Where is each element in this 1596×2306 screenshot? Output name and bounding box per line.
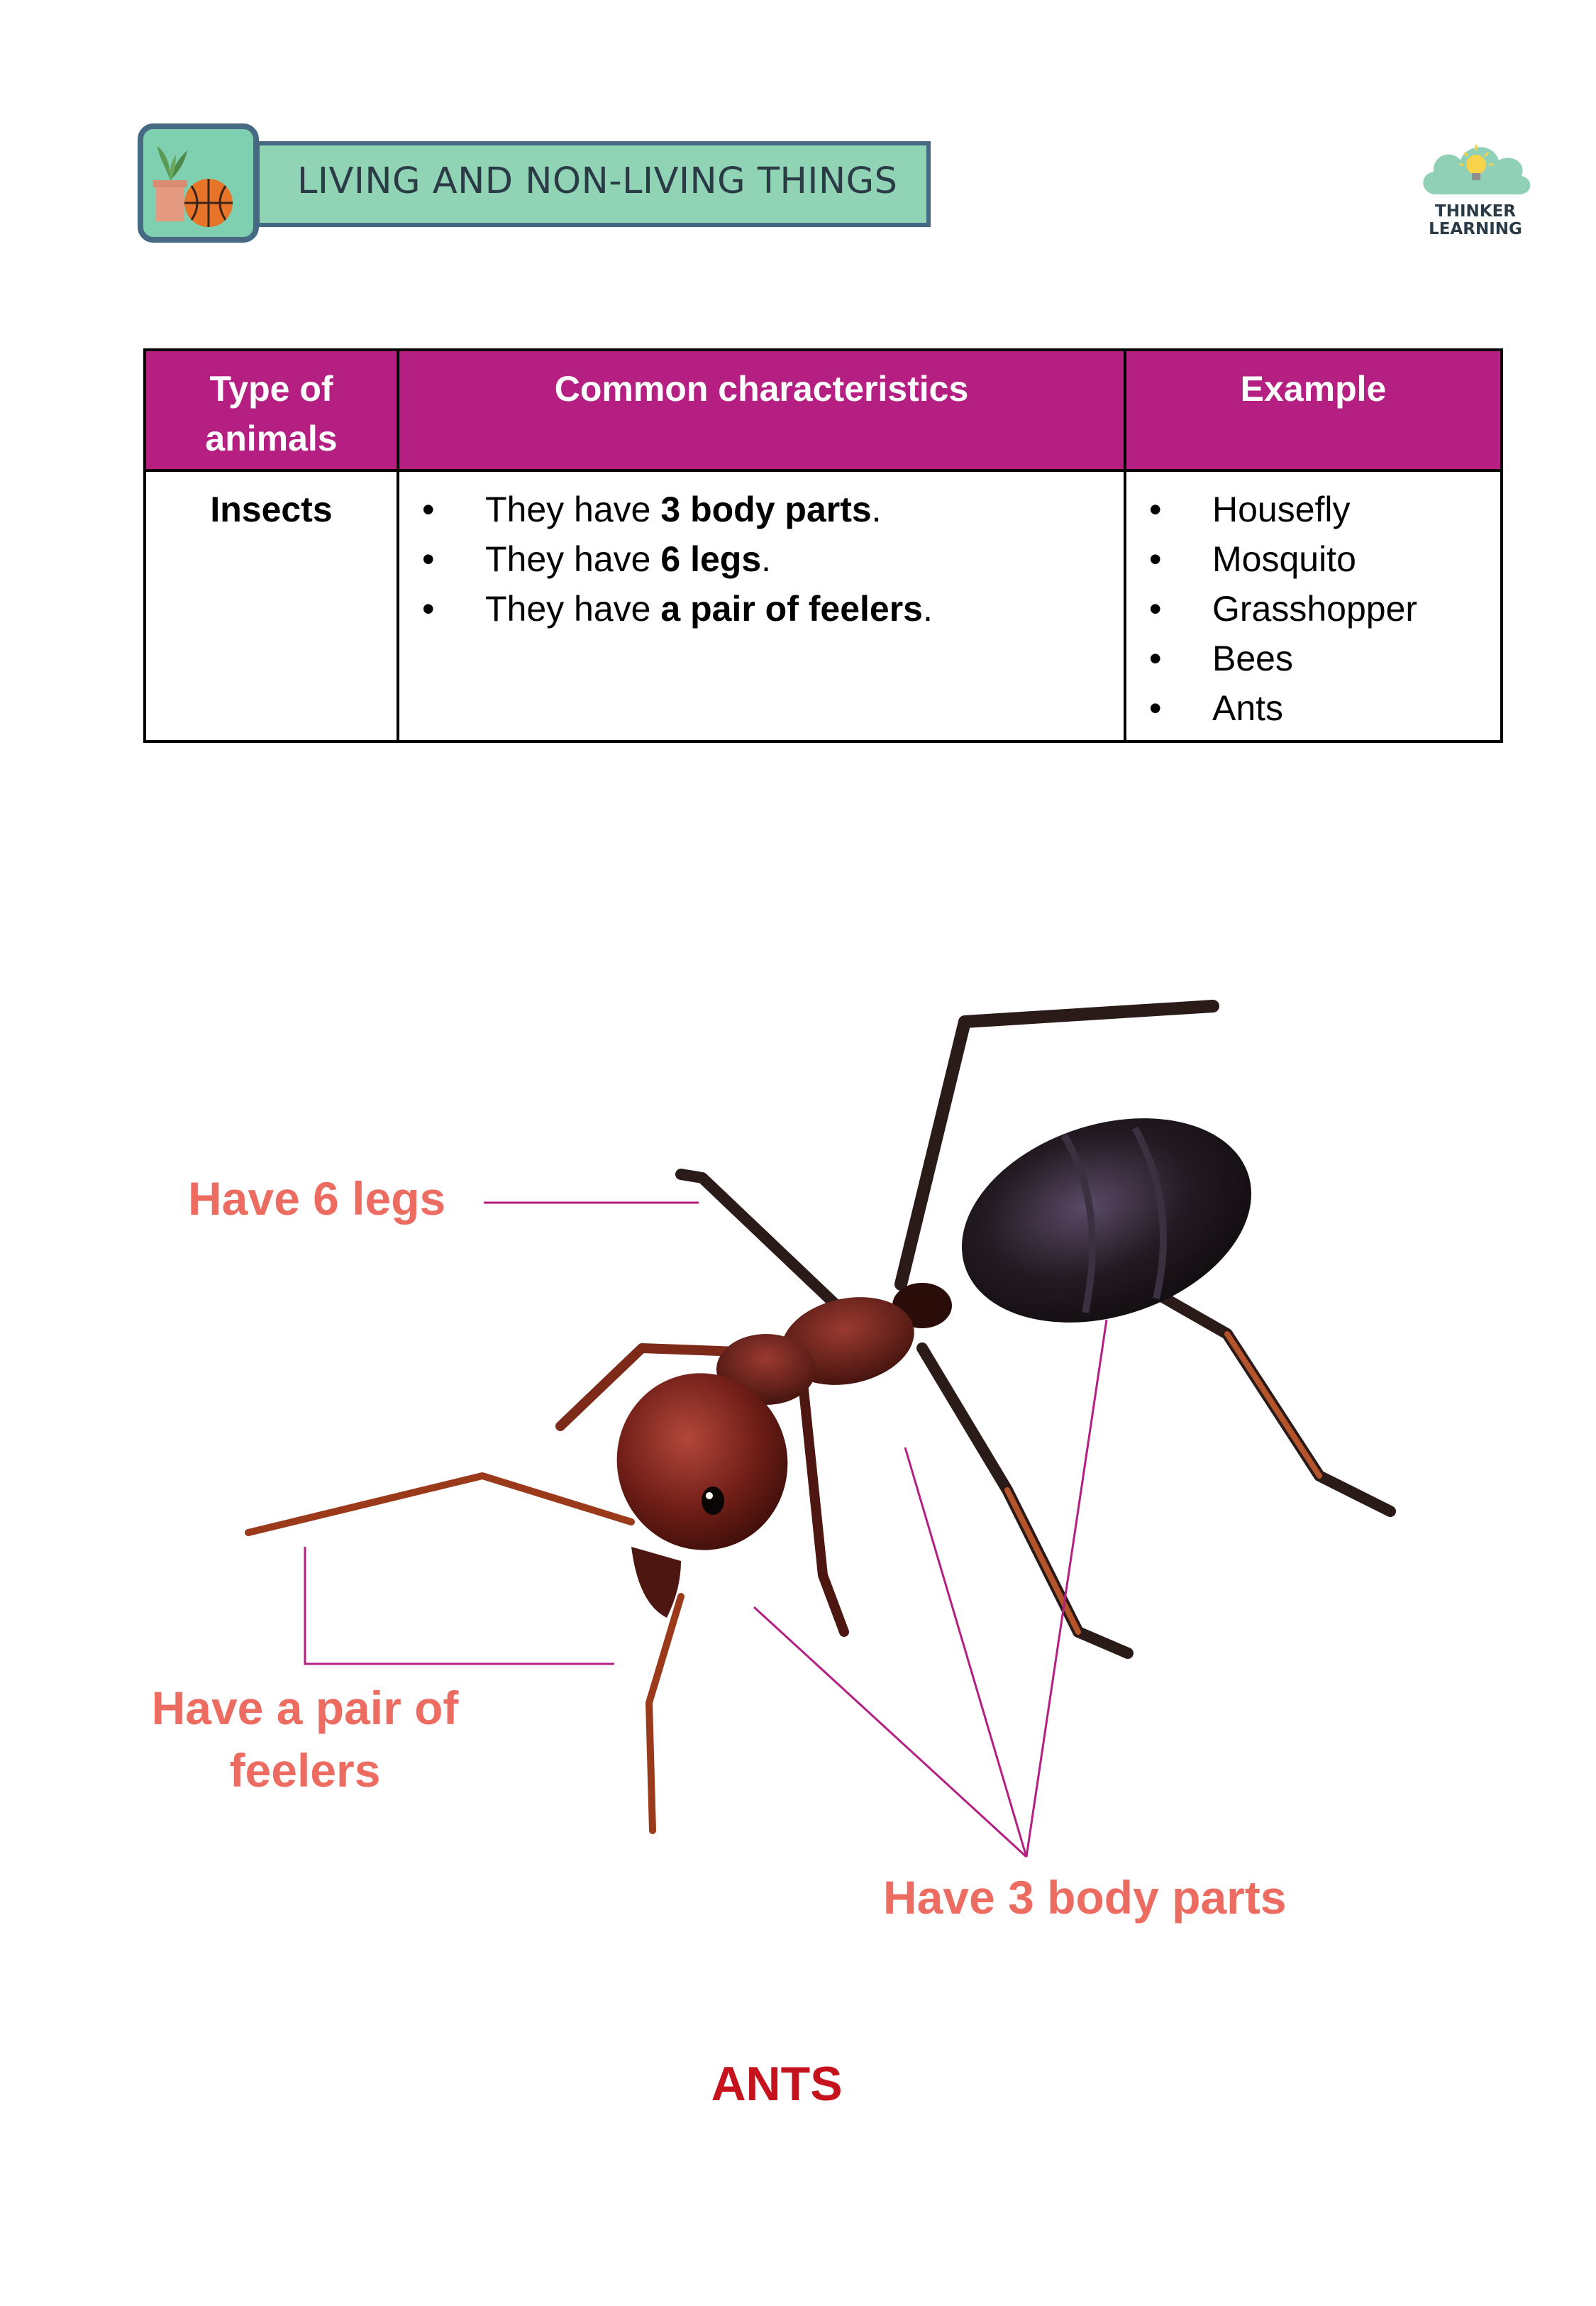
header-type: Type of animals: [145, 350, 398, 470]
list-item: • They have 3 body parts.: [418, 485, 1105, 534]
label-six-legs: Have 6 legs: [188, 1172, 446, 1225]
example-cell: [1125, 470, 1502, 741]
potted-plant-icon: [153, 146, 187, 221]
list-item: • Housefly: [1145, 485, 1482, 534]
insect-table: [143, 348, 1503, 743]
type-cell: Insects: [145, 470, 398, 741]
diagram-caption: ANTS: [711, 2057, 843, 2111]
list-item: • Bees: [1145, 634, 1482, 683]
table-row: [145, 470, 1502, 741]
banner-title: LIVING AND NON-LIVING THINGS: [297, 160, 898, 202]
header-example: Example: [1125, 350, 1502, 470]
brand-name: [1404, 203, 1546, 238]
table-header-row: [145, 350, 1502, 470]
characteristics-cell: [398, 470, 1125, 741]
brand-line1: THINKER: [1435, 202, 1516, 221]
brand-logo: [1415, 129, 1536, 202]
basketball-icon: [184, 179, 233, 227]
characteristics-list: [418, 485, 1105, 634]
list-item: • They have a pair of feelers.: [418, 584, 1105, 634]
list-item: • Ants: [1145, 683, 1482, 733]
ant-diagram: [0, 922, 1596, 1987]
example-list: [1145, 485, 1482, 733]
label-feelers: Have a pair of feelers: [151, 1682, 459, 1797]
list-item: • Mosquito: [1145, 534, 1482, 584]
brand-line2: LEARNING: [1429, 220, 1522, 238]
banner-icon-box: [138, 123, 259, 243]
list-item: • Grasshopper: [1145, 584, 1482, 634]
header-characteristics: Common characteristics: [398, 350, 1125, 470]
list-item: • They have 6 legs.: [418, 534, 1105, 584]
label-body-parts: Have 3 body parts: [883, 1871, 1287, 1924]
